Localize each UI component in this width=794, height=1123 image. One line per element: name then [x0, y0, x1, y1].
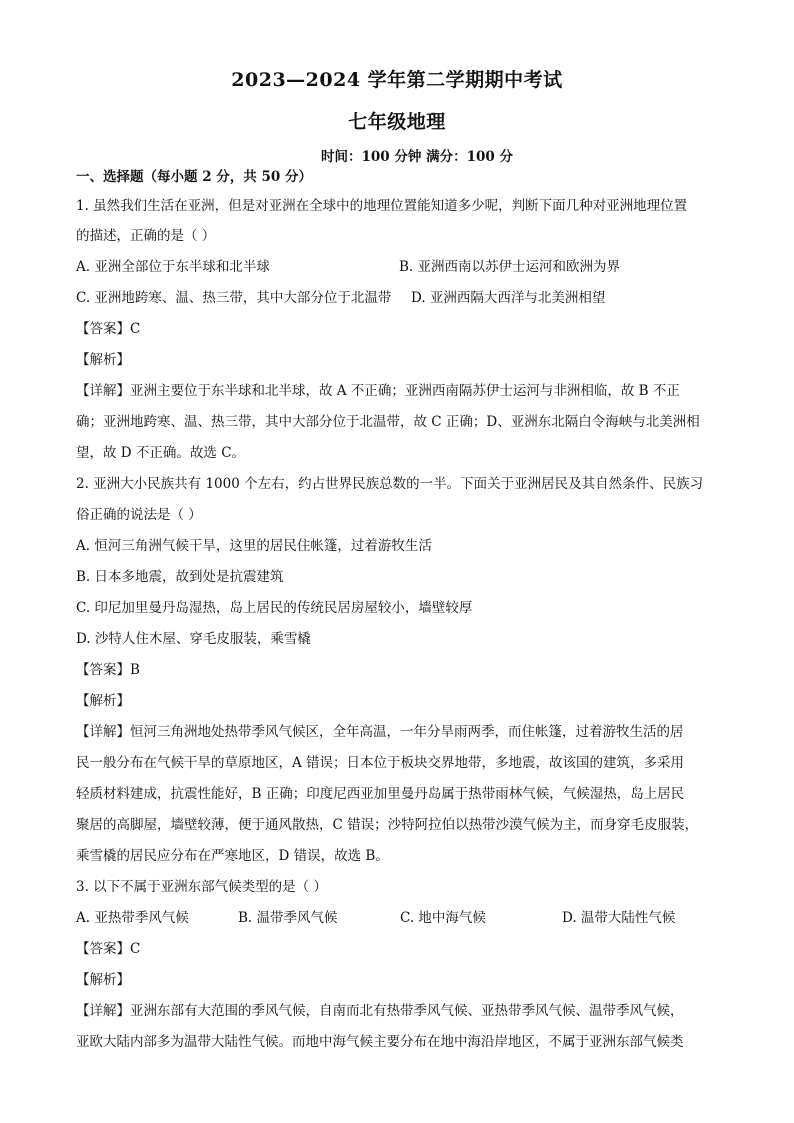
- q3-detail-line1: 【详解】亚洲东部有大范围的季风气候，自南而北有热带季风气候、亚热带季风气候、温带季风气候，: [76, 1003, 684, 1019]
- q2-answer: 【答案】B: [76, 662, 140, 678]
- q2-option-d: D. 沙特人住木屋、穿毛皮服装，乘雪橇: [76, 631, 311, 647]
- q2-detail-line5: 乘雪橇的居民应分布在严寒地区，D 错误，故选 B。: [76, 848, 389, 864]
- q1-detail-line1: 【详解】亚洲主要位于东半球和北半球，故 A 不正确；亚洲西南隔苏伊士运河与非洲相临，故 B 不正: [76, 383, 680, 399]
- q3-option-b: B. 温带季风气候: [238, 910, 338, 926]
- q3-analysis-label: 【解析】: [76, 972, 130, 988]
- q1-option-c: C. 亚洲地跨寒、温、热三带，其中大部分位于北温带: [76, 290, 392, 306]
- q2-detail-line3: 轻质材料建成，抗震性能好，B 正确；印度尼西亚加里曼丹岛属于热带雨林气候，气候湿热，岛上居民: [76, 786, 685, 802]
- q2-stem-line2: 俗正确的说法是（ ）: [76, 507, 202, 523]
- q1-detail-line3: 望，故 D 不正确。故选 C。: [76, 445, 246, 461]
- q1-option-a: A. 亚洲全部位于东半球和北半球: [76, 259, 270, 275]
- q3-option-d: D. 温带大陆性气候: [562, 910, 676, 926]
- q1-detail-line2: 确；亚洲地跨寒、温、热三带，其中大部分位于北温带，故 C 正确；D、亚洲东北隔白令海峡与北美洲相: [76, 414, 700, 430]
- q2-option-c: C. 印尼加里曼丹岛湿热，岛上居民的传统民居房屋较小，墙壁较厚: [76, 600, 473, 616]
- q1-answer: 【答案】C: [76, 321, 141, 337]
- q1-option-b: B. 亚洲西南以苏伊士运河和欧洲为界: [399, 259, 621, 275]
- q2-option-a: A. 恒河三角洲气候干旱，这里的居民住帐篷，过着游牧生活: [76, 538, 432, 554]
- exam-title: 2023—2024 学年第二学期期中考试: [231, 69, 563, 91]
- q3-answer: 【答案】C: [76, 941, 141, 957]
- q1-analysis-label: 【解析】: [76, 352, 130, 368]
- q3-stem-line1: 3. 以下不属于亚洲东部气候类型的是（ ）: [76, 879, 327, 895]
- q2-detail-line2: 民一般分布在气候干旱的草原地区，A 错误；日本位于板块交界地带，多地震，故该国的建筑，多采用: [76, 755, 685, 771]
- q2-stem-line1: 2. 亚洲大小民族共有 1000 个左右，约占世界民族总数的一半。下面关于亚洲居民及其自然条件、民族习: [76, 476, 704, 492]
- q3-detail-line2: 亚欧大陆内部多为温带大陆性气候。而地中海气候主要分布在地中海沿岸地区，不属于亚洲东部气候类: [76, 1034, 684, 1050]
- q1-option-d: D. 亚洲西隔大西洋与北美洲相望: [411, 290, 606, 306]
- q1-stem-line2: 的描述，正确的是（ ）: [76, 228, 216, 244]
- section-heading: 一、选择题（每小题 2 分，共 50 分）: [76, 169, 312, 185]
- q2-analysis-label: 【解析】: [76, 693, 130, 709]
- subject-title: 七年级地理: [348, 111, 446, 133]
- time-info: 时间：100 分钟 满分：100 分: [321, 149, 513, 165]
- q2-detail-line4: 聚居的高脚屋，墙壁较薄，便于通风散热，C 错误；沙特阿拉伯以热带沙漠气候为主，而身穿毛皮服装，: [76, 817, 699, 833]
- q2-detail-line1: 【详解】恒河三角洲地处热带季风气候区，全年高温，一年分旱雨两季，而住帐篷，过着游牧生活的居: [76, 724, 684, 740]
- q2-option-b: B. 日本多地震，故到处是抗震建筑: [76, 569, 284, 585]
- q3-option-a: A. 亚热带季风气候: [76, 910, 189, 926]
- q3-option-c: C. 地中海气候: [400, 910, 486, 926]
- q1-stem-line1: 1. 虽然我们生活在亚洲，但是对亚洲在全球中的地理位置能知道多少呢，判断下面几种对亚洲地理位置: [76, 198, 688, 214]
